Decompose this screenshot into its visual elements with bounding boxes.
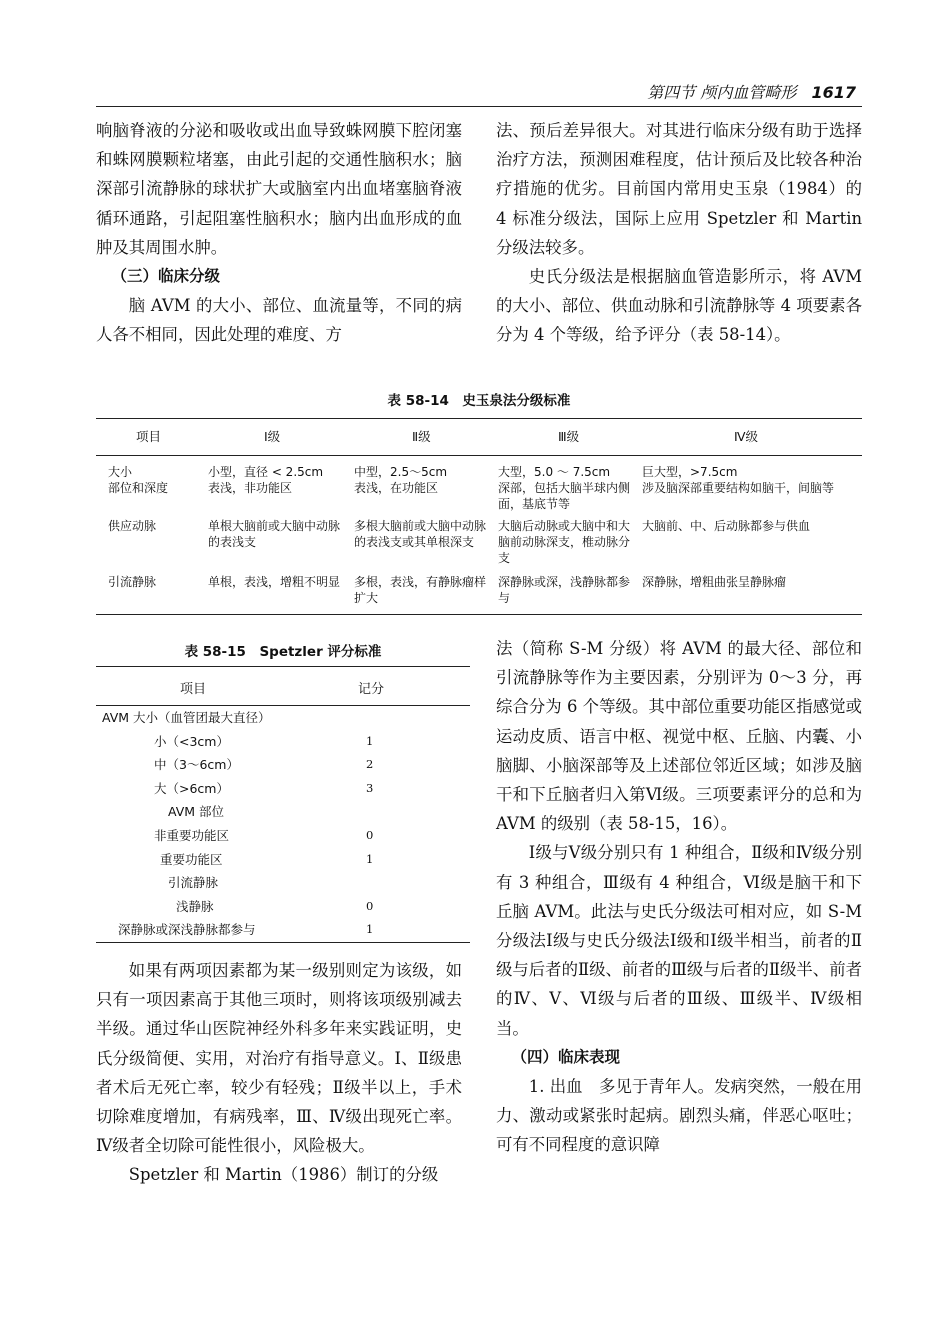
header-section: 第四节 bbox=[647, 83, 696, 102]
section-heading-clinical-manifestations: （四）临床表现 bbox=[511, 1047, 621, 1066]
table-cell: 2 bbox=[366, 757, 374, 772]
table-row bbox=[96, 574, 862, 614]
table-cell: 单根大脑前或大脑中动脉的表浅支 bbox=[208, 519, 341, 549]
table-header-row bbox=[96, 667, 470, 706]
table-cell: 深静脉，增粗曲张呈静脉瘤 bbox=[642, 575, 787, 589]
table-cell: 大型，5.0 ～ 7.5cm 深部，包括大脑半球内侧面，基底节等 bbox=[498, 465, 631, 511]
table-row bbox=[96, 824, 470, 848]
paragraph: 法（简称 S-M 分级）将 AVM 的最大径、部位和引流静脉等作为主要因素，分别评为 0～3 分，再综合分为 6 个等级。其中部位重要功能区指感觉或运动皮质、语言中枢、视觉中枢、丘脑、内囊、小脑脚、小脑深部等及上述部位邻近区域；如涉及脑干和下丘脑者归入第Ⅵ级。三项要素评分的总和为 AVM 的级别（表 58-15，16）。 bbox=[496, 639, 862, 834]
table-row bbox=[96, 706, 470, 730]
table-cell: 深静脉或深，浅静脉都参与 bbox=[498, 575, 631, 605]
right-column-bottom bbox=[496, 634, 862, 1160]
paragraph: Spetzler 和 Martin（1986）制订的分级 bbox=[128, 1165, 439, 1185]
table-row bbox=[96, 800, 470, 824]
table-cell: 多根，表浅，有静脉瘤样扩大 bbox=[354, 575, 487, 605]
table-row bbox=[96, 871, 470, 895]
table-cell: AVM 部位 bbox=[168, 804, 225, 820]
paragraph: 1. 出血 多见于青年人。发病突然，一般在用力、激动或紧张时起病。剧烈头痛，伴恶心呕吐；可有不同程度的意识障 bbox=[496, 1077, 862, 1155]
table-cell: AVM 大小（血管团最大直径） bbox=[102, 710, 271, 725]
table-row bbox=[96, 753, 470, 777]
table-cell: 0 bbox=[366, 898, 374, 913]
table-row bbox=[96, 918, 470, 942]
left-column-bottom bbox=[96, 956, 462, 1190]
table-cell: 1 bbox=[366, 733, 374, 748]
table-cell: 巨大型，>7.5cm 涉及脑深部重要结构如脑干，间脑等 bbox=[642, 465, 835, 495]
table-cell: 1 bbox=[366, 922, 374, 937]
table-cell: 多根大脑前或大脑中动脉的表浅支或其单根深支 bbox=[354, 519, 487, 549]
right-column-top bbox=[496, 116, 862, 350]
paragraph: Ⅰ级与Ⅴ级分别只有 1 种组合，Ⅱ级和Ⅳ级分别有 3 种组合，Ⅲ级有 4 种组合，Ⅵ级是脑干和下丘脑 AVM。此法与史氏分级法可相对应，如 S-M 分级法Ⅰ级与史氏分级法Ⅰ级和Ⅰ级半相当，前者的Ⅱ级与后者的Ⅱ级、前者的Ⅲ级与后者的Ⅱ级半、前者的Ⅳ、Ⅴ、Ⅵ级与后者的Ⅲ级、Ⅲ级半、Ⅳ级相当。 bbox=[496, 843, 862, 1038]
table-caption: 表 58-14 史玉泉法分级标准 bbox=[387, 393, 571, 409]
paragraph: 响脑脊液的分泌和吸收或出血导致蛛网膜下腔闭塞和蛛网膜颗粒堵塞，由此引起的交通性脑积水；脑深部引流静脉的球状扩大或脑室内出血堵塞脑脊液循环通路，引起阻塞性脑积水；脑内出血形成的血肿及其周围水肿。 bbox=[96, 121, 462, 257]
table-cell: 中型，2.5～5cm 表浅，在功能区 bbox=[354, 465, 448, 495]
table-cell: 3 bbox=[366, 780, 374, 795]
table-cell: 小（<3cm） bbox=[154, 733, 229, 749]
table-cell: 单根，表浅，增粗不明显 bbox=[208, 575, 341, 589]
table-cell: 引流静脉 bbox=[168, 875, 219, 891]
table-spetzler-scoring bbox=[96, 666, 470, 943]
table-cell: 浅静脉 bbox=[176, 898, 214, 914]
table-header-cell: Ⅲ级 bbox=[558, 429, 580, 444]
table-cell: 大（>6cm） bbox=[154, 780, 229, 796]
paragraph: 法、预后差异很大。对其进行临床分级有助于选择治疗方法，预测困难程度，估计预后及比较各种治疗措施的优劣。目前国内常用史玉泉（1984）的 4 标准分级法，国际上应用 Spetzler 和 Martin 分级法较多。 bbox=[496, 121, 862, 257]
table-row bbox=[96, 518, 862, 574]
table-row bbox=[96, 464, 862, 518]
table-header-cell: 项目 bbox=[180, 682, 207, 697]
section-heading-clinical-grading: （三）临床分级 bbox=[111, 267, 221, 286]
left-column-top bbox=[96, 116, 462, 350]
header-title: 颅内血管畸形 bbox=[700, 83, 797, 102]
table-cell: 大小 部位和深度 bbox=[108, 465, 169, 495]
table-header-cell: Ⅳ级 bbox=[734, 429, 759, 444]
table-cell: 中（3～6cm） bbox=[154, 757, 239, 773]
table-cell: 重要功能区 bbox=[160, 851, 223, 867]
page-number: 1617 bbox=[811, 83, 856, 102]
table-header-cell: Ⅱ级 bbox=[412, 429, 431, 444]
table-caption: 表 58-15 Spetzler 评分标准 bbox=[184, 644, 382, 660]
table-row bbox=[96, 895, 470, 919]
table-row bbox=[96, 777, 470, 801]
paragraph: 史氏分级法是根据脑血管造影所示，将 AVM 的大小、部位、供血动脉和引流静脉等 4 项要素各分为 4 个等级，给予评分（表 58-14）。 bbox=[496, 267, 862, 345]
table-header-row bbox=[96, 419, 862, 456]
table-header-cell: Ⅰ级 bbox=[264, 429, 281, 444]
table-cell: 引流静脉 bbox=[108, 575, 157, 589]
running-header bbox=[647, 80, 856, 103]
table-cell: 1 bbox=[366, 851, 374, 866]
table-cell: 0 bbox=[366, 827, 374, 842]
table-header-cell: 项目 bbox=[136, 429, 162, 444]
table-cell: 非重要功能区 bbox=[154, 827, 230, 843]
table-header-cell: 记分 bbox=[358, 682, 385, 697]
page-header bbox=[96, 76, 862, 107]
table-cell: 大脑后动脉或大脑中和大脑前动脉深支，椎动脉分支 bbox=[498, 519, 631, 565]
table-shi-grading bbox=[96, 418, 862, 615]
table-cell: 小型，直径 < 2.5cm 表浅，非功能区 bbox=[208, 465, 324, 495]
table-cell: 大脑前、中、后动脉都参与供血 bbox=[642, 519, 811, 533]
table-cell: 深静脉或深浅静脉都参与 bbox=[118, 922, 256, 938]
table-cell: 供应动脉 bbox=[108, 519, 157, 533]
table-row bbox=[96, 730, 470, 754]
paragraph: 脑 AVM 的大小、部位、血流量等，不同的病人各不相同，因此处理的难度、方 bbox=[96, 296, 462, 345]
paragraph: 如果有两项因素都为某一级别则定为该级，如只有一项因素高于其他三项时，则将该项级别减去半级。通过华山医院神经外科多年来实践证明，史氏分级简便、实用，对治疗有指导意义。Ⅰ、Ⅱ级患者术后无死亡率，较少有轻残；Ⅱ级半以上，手术切除难度增加，有病残率，Ⅲ、Ⅳ级出现死亡率。Ⅳ级者全切除可能性很小，风险极大。 bbox=[96, 961, 462, 1156]
table-row bbox=[96, 848, 470, 872]
